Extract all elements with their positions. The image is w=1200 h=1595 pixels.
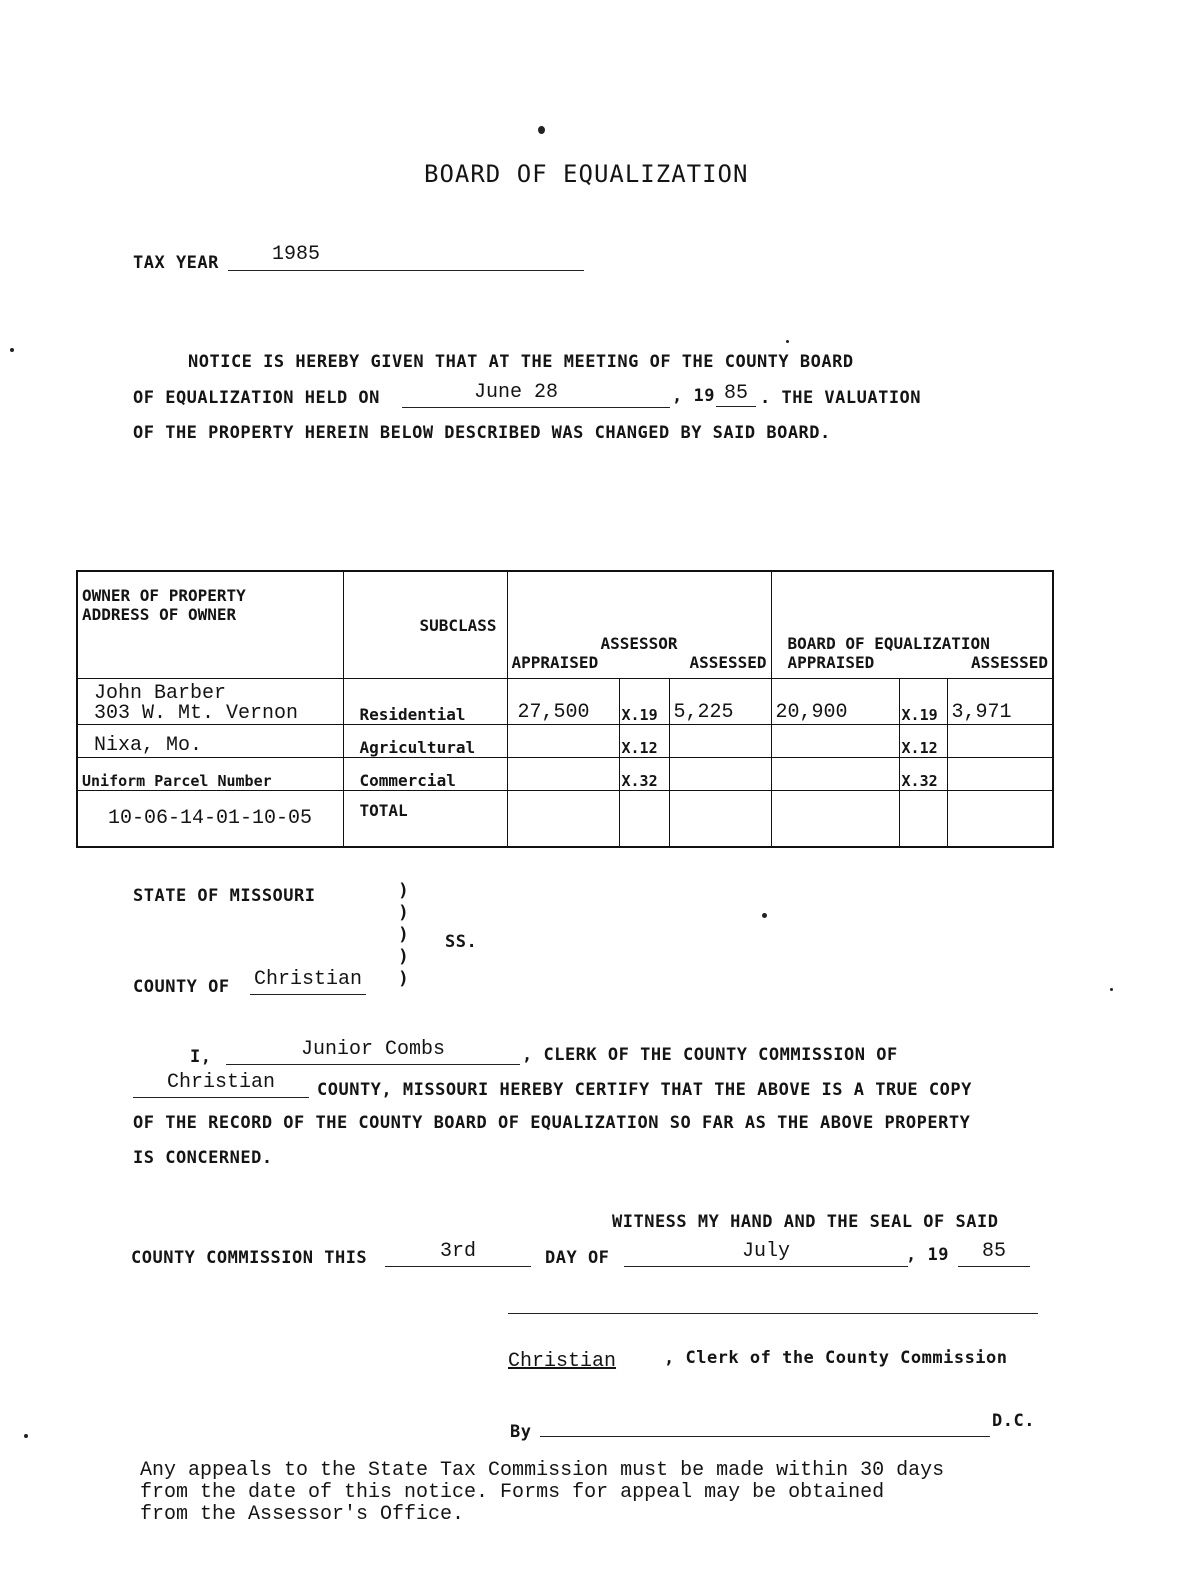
board-assessed-cell [947,791,1053,847]
signature-county-value: Christian [508,1350,617,1373]
state-label: STATE OF MISSOURI [133,886,316,906]
witness-month-value: July [624,1240,908,1267]
signature-line [508,1313,1038,1314]
owner-cell [77,679,343,725]
total-label-cell: TOTAL [343,791,507,847]
witness-day-value: 3rd [385,1240,531,1267]
cert-line-3: OF THE RECORD OF THE COUNTY BOARD OF EQUALIZATION SO FAR AS THE ABOVE PROPERTY [133,1113,971,1133]
scan-speck [538,126,545,134]
assessor-header-title: ASSESSOR [600,634,678,653]
assessor-assessed-cell [669,758,771,791]
assessor-assessed-cell [669,725,771,758]
table-row [77,679,1053,725]
board-assessed-header: ASSESSED [970,653,1049,672]
venue-county-value: Christian [250,968,366,995]
venue-brackets: ) ) ) ) ) [398,880,409,989]
assessor-appraised-cell [507,758,619,791]
owner-address: 303 W. Mt. Vernon [94,702,299,725]
board-appraised-header: APPRAISED [787,653,875,672]
assessor-mult-cell: X.32 [619,758,669,791]
signature-clerk-title: , Clerk of the County Commission [664,1348,1008,1368]
parcel-label-cell: Uniform Parcel Number [77,758,343,791]
clerk-name-value: Junior Combs [226,1038,520,1065]
assessor-appraised-header: APPRAISED [511,653,599,672]
cert-line-2-suffix: COUNTY, MISSOURI HEREBY CERTIFY THAT THE ABOVE IS A TRUE COPY [317,1080,972,1100]
notice-line-1: NOTICE IS HEREBY GIVEN THAT AT THE MEETING OF THE COUNTY BOARD [188,352,854,372]
scan-speck [10,348,14,352]
witness-line-2-prefix: COUNTY COMMISSION THIS [131,1248,368,1268]
meeting-date-value: June 28 [474,381,559,404]
page-title: BOARD OF EQUALIZATION [424,160,749,188]
meeting-date-field [402,383,670,408]
subclass-cell: Agricultural [343,725,507,758]
cert-line-1-suffix: , CLERK OF THE COUNTY COMMISSION OF [522,1045,898,1065]
board-appraised-cell [771,758,899,791]
table-row [77,725,1053,758]
notice-line-2-suffix: . THE VALUATION [760,388,922,408]
board-assessed-cell: 3,971 [947,679,1053,725]
assessor-assessed-header: ASSESSED [689,653,767,672]
board-assessed-cell [947,758,1053,791]
tax-year-value: 1985 [272,243,321,266]
subclass-header: SUBCLASS [343,571,507,679]
ss-label: SS. [445,932,478,952]
notice-line-3: OF THE PROPERTY HEREIN BELOW DESCRIBED WAS CHANGED BY SAID BOARD. [133,423,831,443]
appeal-line-1: Any appeals to the State Tax Commission must be made within 30 days [140,1459,945,1482]
by-label: By [510,1422,532,1442]
owner-header-line-1: OWNER OF PROPERTY [82,586,246,605]
notice-line-2-prefix: OF EQUALIZATION HELD ON [133,388,380,408]
subclass-cell: Residential [343,679,507,725]
scan-speck [762,913,767,918]
table-row [77,791,1053,847]
assessor-appraised-cell [507,791,619,847]
assessor-mult-cell [619,791,669,847]
board-header [771,571,1053,679]
scan-speck [1110,988,1113,991]
board-mult-cell: X.12 [899,725,947,758]
appeal-notice [140,1460,944,1526]
tax-year-label: TAX YEAR [133,253,219,273]
cert-line-4: IS CONCERNED. [133,1148,273,1168]
by-signature-line [540,1436,990,1437]
table-header-row [77,571,1053,679]
owner-header-line-2: ADDRESS OF OWNER [82,605,237,624]
parcel-number-cell: 10-06-14-01-10-05 [77,791,343,847]
witness-year-value: 85 [958,1240,1030,1267]
assessor-assessed-cell [669,791,771,847]
board-mult-cell: X.19 [899,679,947,725]
assessor-appraised-cell: 27,500 [507,679,619,725]
cert-i-label: I, [190,1047,212,1067]
county-label: COUNTY OF [133,977,230,997]
owner-city-cell: Nixa, Mo. [77,725,343,758]
witness-day-of: DAY OF [545,1248,610,1268]
appeal-line-3: from the Assessor's Office. [140,1503,465,1526]
board-header-title: BOARD OF EQUALIZATION [787,634,990,653]
valuation-table [76,570,1054,848]
board-assessed-cell [947,725,1053,758]
board-mult-cell: X.32 [899,758,947,791]
owner-name: John Barber [94,682,227,705]
appeal-line-2: from the date of this notice. Forms for appeal may be obtained [140,1481,885,1504]
meeting-year-value: 85 [716,382,756,407]
assessor-mult-cell: X.19 [619,679,669,725]
assessor-mult-cell: X.12 [619,725,669,758]
witness-line-1: WITNESS MY HAND AND THE SEAL OF SAID [612,1212,999,1232]
board-mult-cell [899,791,947,847]
tax-year-field [228,244,584,271]
board-appraised-cell: 20,900 [771,679,899,725]
dc-label: D.C. [992,1411,1035,1431]
subclass-cell: Commercial [343,758,507,791]
table-row [77,758,1053,791]
scan-speck [786,340,789,343]
scan-speck [24,1434,28,1438]
assessor-appraised-cell [507,725,619,758]
meeting-year-prefix: , 19 [672,386,715,406]
board-appraised-cell [771,791,899,847]
board-appraised-cell [771,725,899,758]
witness-year-prefix: , 19 [906,1245,949,1265]
assessor-header [507,571,771,679]
cert-county-value: Christian [133,1071,309,1098]
owner-header [77,571,343,679]
assessor-assessed-cell: 5,225 [669,679,771,725]
